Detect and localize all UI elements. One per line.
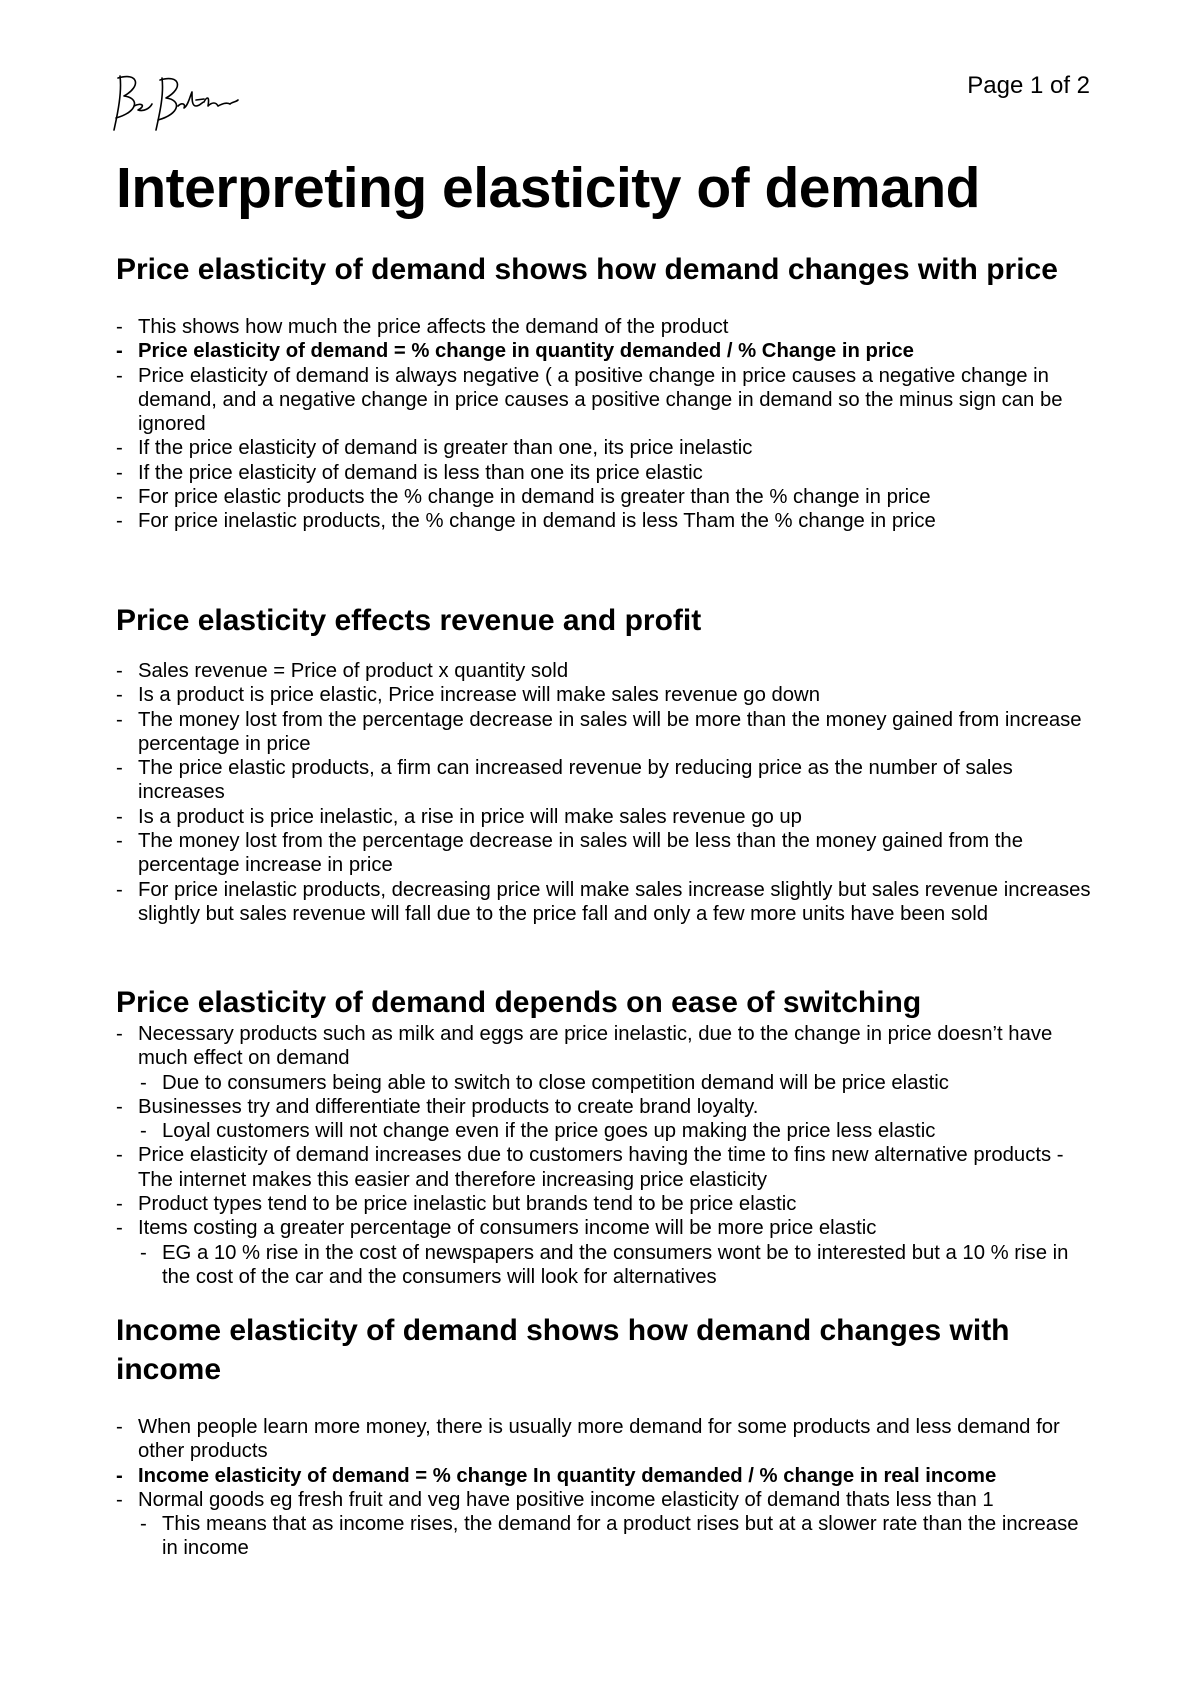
section-heading: Price elasticity of demand shows how demand changes with price [116,253,1058,286]
list-item: - When people learn more money, there is usually more demand for some products and less demand for other products [116,1415,1096,1464]
list-item: - Is a product is price inelastic, a rise in price will make sales revenue go up [116,805,1096,829]
sub-list-item: - This means that as income rises, the demand for a product rises but at a slower rate than the increase in income [116,1512,1096,1561]
section-price-elasticity [116,250,1096,534]
list-item: - For price elastic products the % change in demand is greater than the % change in price [116,485,1096,509]
section-income-elasticity [116,1311,1096,1561]
list-item: - Is a product is price elastic, Price increase will make sales revenue go down [116,683,1096,707]
signature-image [112,72,242,132]
formula-item: - Price elasticity of demand = % change in quantity demanded / % Change in price [116,339,1096,363]
sub-list-item: - EG a 10 % rise in the cost of newspapers and the consumers wont be to interested but a 10 % rise in the cost of the car and the consumers will look for alternatives [116,1241,1096,1290]
list-item: - Price elasticity of demand is always negative ( a positive change in price causes a negative change in demand, and a negative change in price causes a positive change in demand so the minus sign can be ignored [116,364,1096,437]
bullet-list [116,659,1096,926]
list-item: - The price elastic products, a firm can increased revenue by reducing price as the number of sales increases [116,756,1096,805]
section-heading: Price elasticity effects revenue and profit [116,604,702,637]
section-heading: Income elasticity of demand shows how demand changes with income [116,1314,1010,1386]
bullet-list [116,1415,1096,1561]
sub-list-item: - Due to consumers being able to switch to close competition demand will be price elastic [116,1071,1096,1095]
bullet-list [116,1022,1096,1289]
list-item: - Businesses try and differentiate their products to create brand loyalty. [116,1095,1096,1119]
list-item: - Sales revenue = Price of product x quantity sold [116,659,1096,683]
section-ease-of-switching [116,983,1096,1289]
document-title: Interpreting elasticity of demand [116,156,980,220]
list-item: - For price inelastic products, decreasing price will make sales increase slightly but sales revenue increases slightly but sales revenue will fall due to the price fall and only a few more units have been sold [116,878,1096,927]
list-item: - The money lost from the percentage decrease in sales will be more than the money gained from increase percentage in price [116,708,1096,757]
bullet-list [116,315,1096,534]
list-item: - Normal goods eg fresh fruit and veg have positive income elasticity of demand thats less than 1 [116,1488,1096,1512]
list-item: - Price elasticity of demand increases due to customers having the time to fins new alternative products - The internet makes this easier and therefore increasing price elasticity [116,1143,1096,1192]
page-number: Page 1 of 2 [967,72,1090,99]
list-item: - Necessary products such as milk and eggs are price inelastic, due to the change in price doesn’t have much effect on demand [116,1022,1096,1071]
list-item: - The money lost from the percentage decrease in sales will be less than the money gained from the percentage increase in price [116,829,1096,878]
sub-list-item: - Loyal customers will not change even if the price goes up making the price less elastic [116,1119,1096,1143]
section-heading: Price elasticity of demand depends on ease of switching [116,986,922,1019]
list-item: - For price inelastic products, the % change in demand is less Tham the % change in price [116,509,1096,533]
section-revenue-profit [116,601,1096,926]
list-item: - Product types tend to be price inelastic but brands tend to be price elastic [116,1192,1096,1216]
list-item: - If the price elasticity of demand is less than one its price elastic [116,461,1096,485]
list-item: - Items costing a greater percentage of consumers income will be more price elastic [116,1216,1096,1240]
list-item: - This shows how much the price affects the demand of the product [116,315,1096,339]
list-item: - If the price elasticity of demand is greater than one, its price inelastic [116,436,1096,460]
formula-item: - Income elasticity of demand = % change In quantity demanded / % change in real income [116,1464,1096,1488]
